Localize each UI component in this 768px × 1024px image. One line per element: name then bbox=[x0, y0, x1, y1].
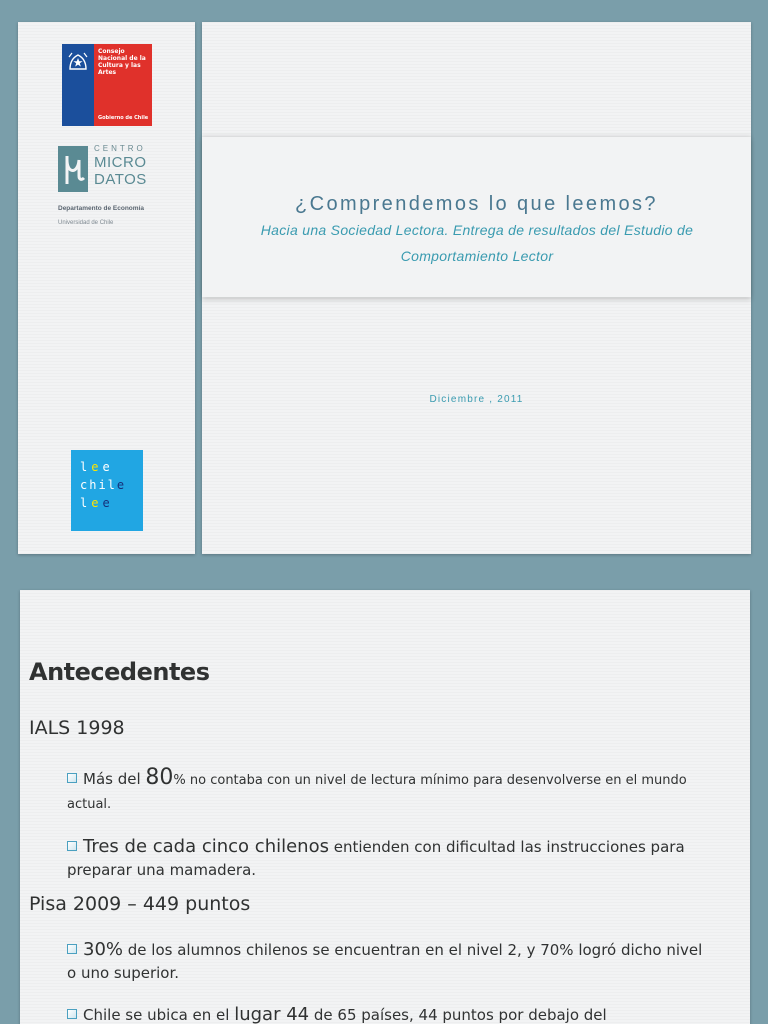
bullet-text: % no contaba con un nivel de lectura mínimo para desenvolverse en el mundo actual. bbox=[67, 773, 687, 812]
cnca-logo-red-field bbox=[94, 44, 152, 126]
highlight-number: 80 bbox=[145, 765, 174, 790]
mu-icon bbox=[58, 146, 88, 192]
logo-letter: l bbox=[80, 460, 92, 474]
checkbox-bullet-icon bbox=[67, 944, 77, 954]
highlight-text: lugar 44 bbox=[234, 1004, 310, 1024]
bullet-item bbox=[67, 1003, 707, 1024]
department-label: Departamento de Economía bbox=[58, 205, 144, 212]
chile-crest-icon bbox=[66, 49, 90, 73]
bullet-text: Más del bbox=[83, 770, 146, 788]
bullet-item bbox=[67, 766, 707, 816]
title-band bbox=[202, 137, 751, 297]
logo-letter: e bbox=[91, 460, 103, 474]
bullet-text: de 65 países, 44 puntos por debajo del bbox=[309, 1006, 607, 1024]
bullet-item bbox=[67, 938, 707, 985]
presentation-title: ¿Comprendemos lo que leemos? bbox=[295, 193, 658, 215]
checkbox-bullet-icon bbox=[67, 773, 77, 783]
microdatos-micro: MICRO bbox=[94, 154, 147, 171]
logo-letter: e bbox=[91, 496, 103, 510]
logo-letter: e bbox=[116, 478, 127, 492]
presentation-subtitle: Hacia una Sociedad Lectora. Entrega de resultados del Estudio de Comportamiento Lector bbox=[260, 222, 694, 264]
cnca-name: Consejo Nacional de la Cultura y las Artes bbox=[98, 48, 146, 76]
logo-letter: e bbox=[102, 496, 114, 510]
university-label: Universidad de Chile bbox=[58, 220, 114, 226]
highlight-number: 30% bbox=[83, 939, 124, 960]
logo-row-3 bbox=[80, 496, 114, 510]
bullet-text: Chile se ubica en el bbox=[83, 1006, 235, 1024]
slide1-title-panel bbox=[202, 22, 751, 554]
logo-letter: e bbox=[102, 460, 114, 474]
logo-word: chil bbox=[80, 478, 117, 492]
logo-row-1 bbox=[80, 460, 114, 474]
bullet-text: de los alumnos chilenos se encuentran en el nivel 2, y 70% logró dicho nivel o uno superior. bbox=[67, 941, 703, 982]
slide1-logo-panel bbox=[18, 22, 195, 554]
checkbox-bullet-icon bbox=[67, 1009, 77, 1019]
cnca-government: Gobierno de Chile bbox=[98, 115, 149, 121]
logo-row-2 bbox=[80, 478, 126, 492]
microdatos-logo bbox=[58, 142, 178, 202]
bullet-item bbox=[67, 835, 707, 882]
cnca-logo-blue-field bbox=[62, 44, 94, 126]
pisa-heading: Pisa 2009 – 449 puntos bbox=[29, 893, 251, 915]
presentation-date: Diciembre , 2011 bbox=[429, 394, 524, 405]
slide2-antecedentes bbox=[20, 590, 750, 1024]
cnca-logo bbox=[62, 44, 152, 126]
logo-letter: l bbox=[80, 496, 92, 510]
bullet-text: entienden con dificultad las instrucciones para preparar una mamadera. bbox=[67, 838, 685, 879]
microdatos-centro: CENTRO bbox=[94, 144, 146, 153]
lee-chile-lee-logo bbox=[71, 450, 143, 531]
checkbox-bullet-icon bbox=[67, 841, 77, 851]
ials-heading: IALS 1998 bbox=[29, 717, 125, 739]
microdatos-datos: DATOS bbox=[94, 171, 147, 188]
highlight-text: Tres de cada cinco chilenos bbox=[83, 836, 329, 857]
slide-heading: Antecedentes bbox=[29, 658, 210, 686]
